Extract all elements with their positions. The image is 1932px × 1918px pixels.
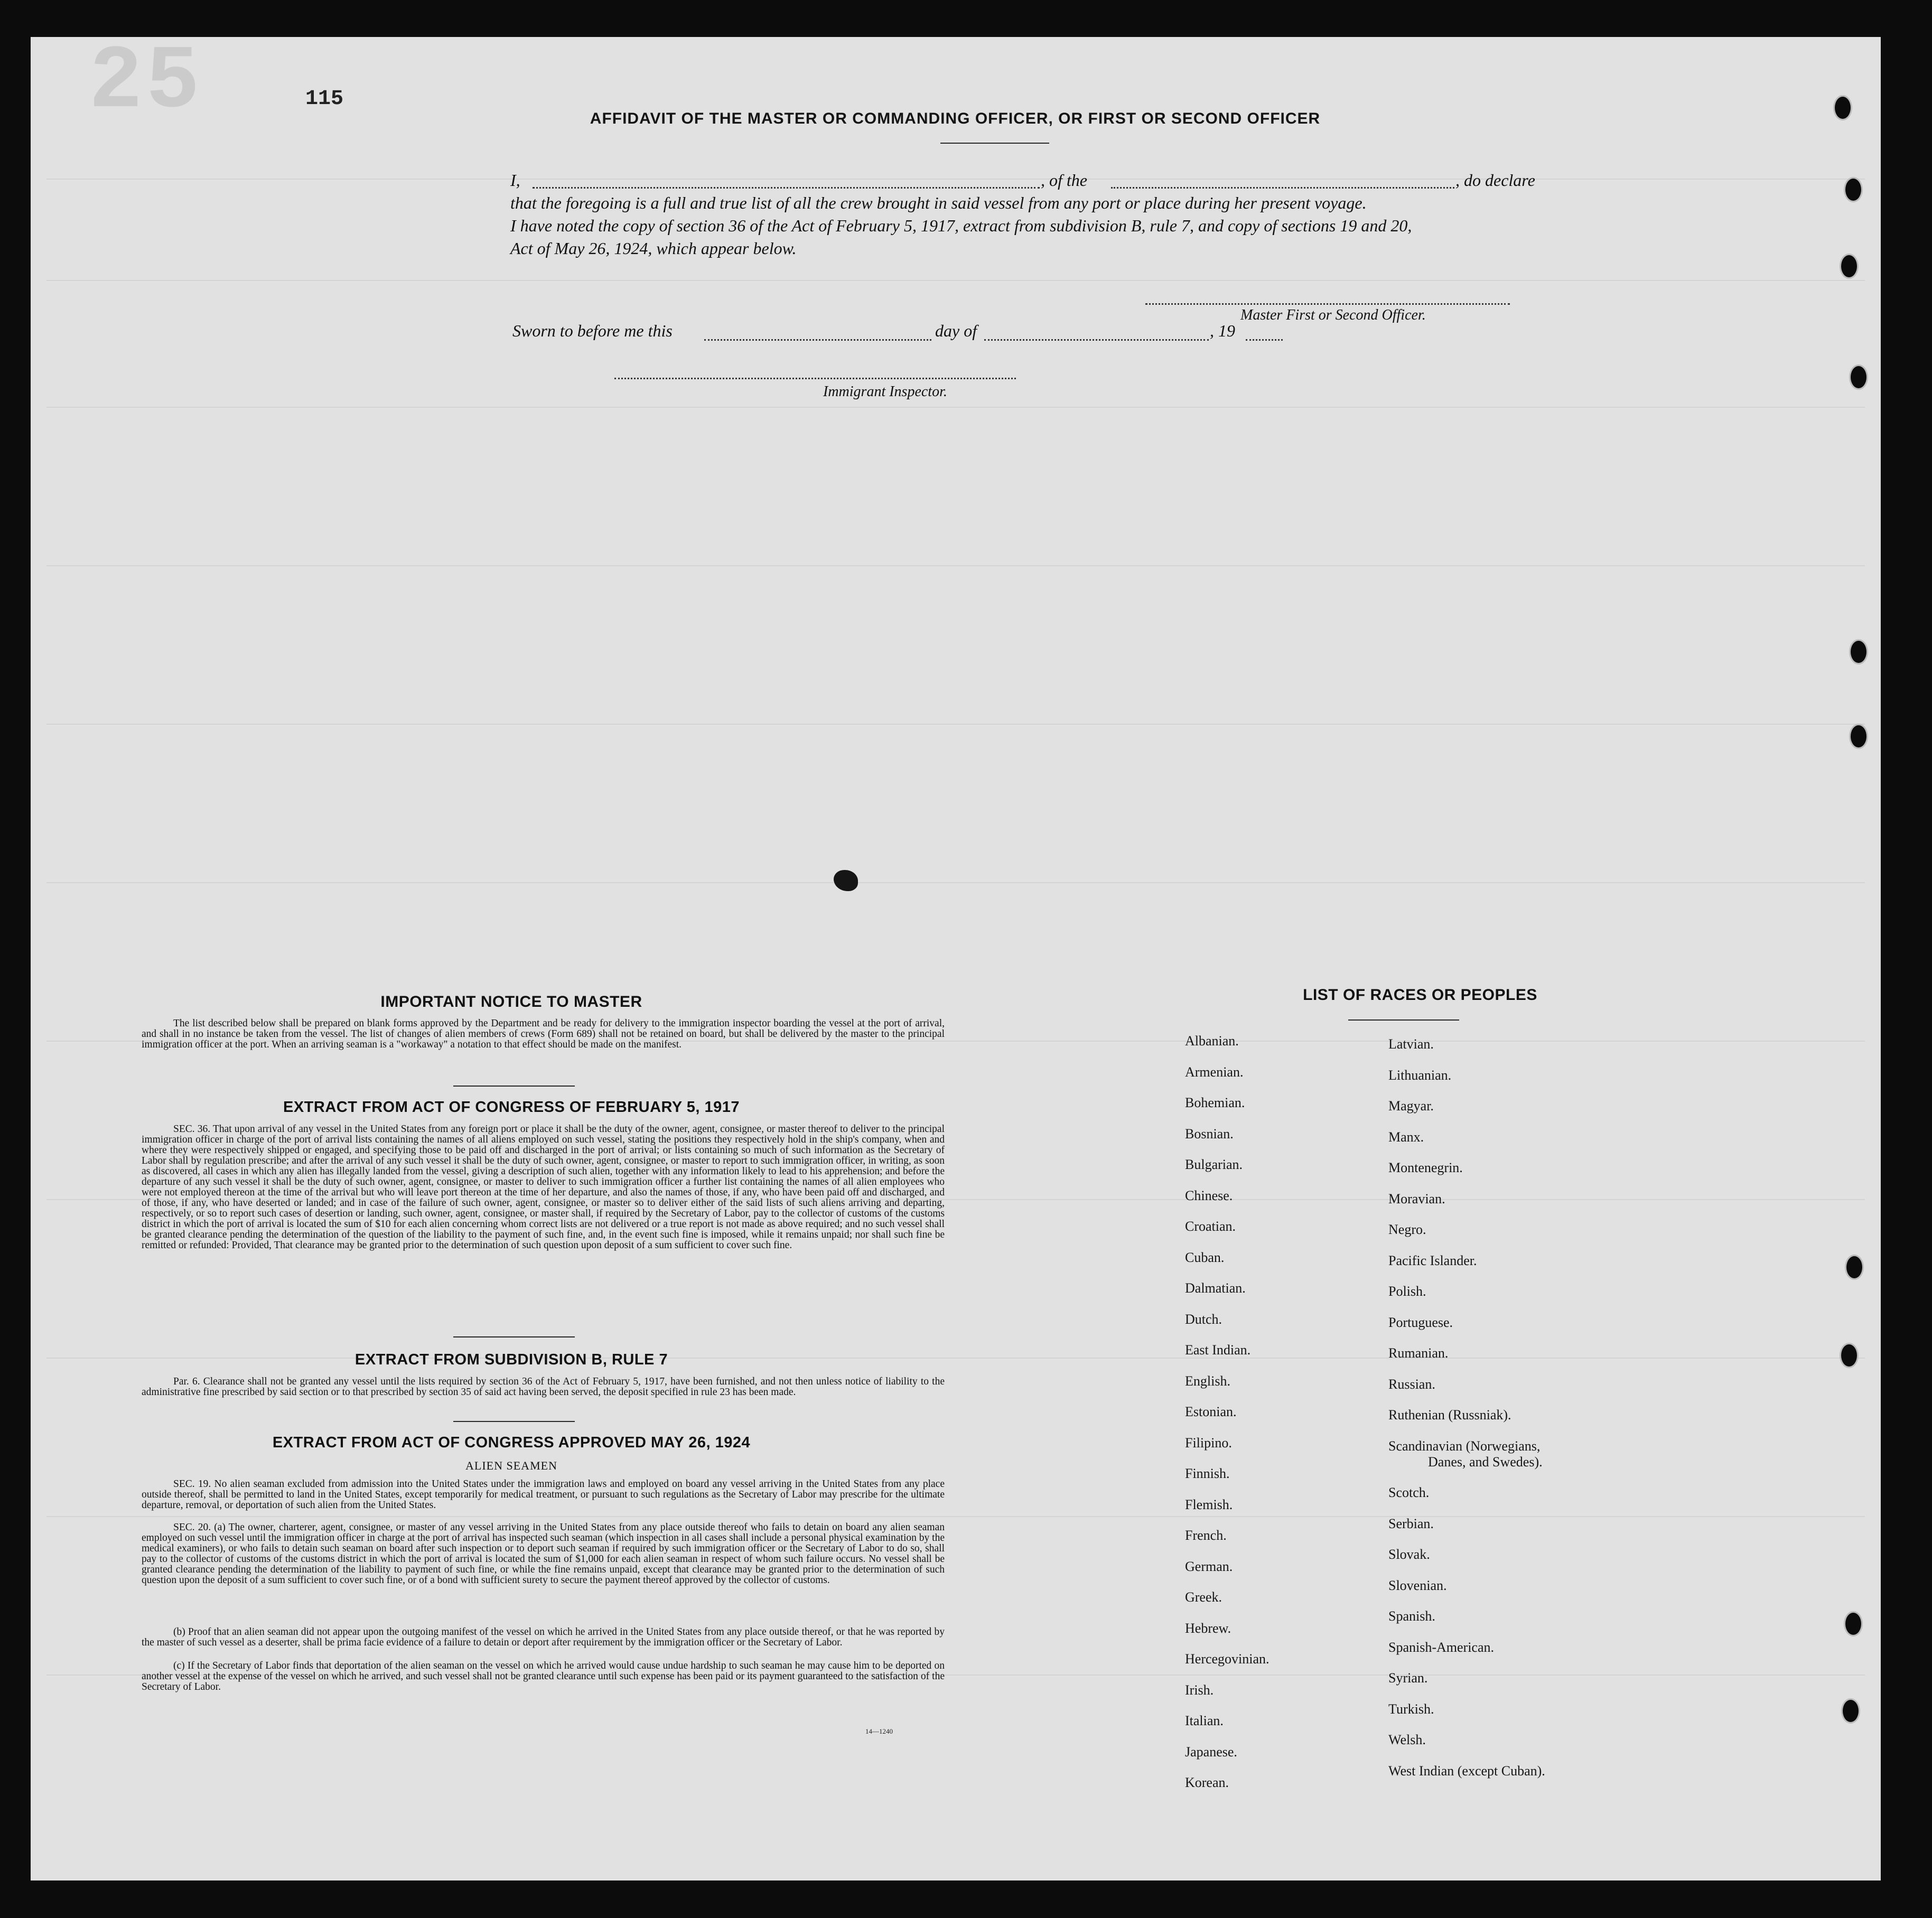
sworn-month-blank bbox=[984, 339, 1209, 341]
race-item: Negro. bbox=[1388, 1222, 1426, 1237]
race-item: Rumanian. bbox=[1388, 1345, 1449, 1361]
bleed-through-line bbox=[46, 407, 1865, 408]
affidavit-line1-mid: , of the bbox=[1041, 171, 1087, 190]
race-item: Russian. bbox=[1388, 1376, 1435, 1392]
race-item: Slovak. bbox=[1388, 1547, 1430, 1562]
sworn-end: , 19 bbox=[1210, 321, 1235, 340]
race-item: Montenegrin. bbox=[1388, 1160, 1463, 1175]
race-item: Serbian. bbox=[1388, 1515, 1434, 1531]
binder-hole bbox=[1844, 1611, 1863, 1636]
binder-hole bbox=[1833, 95, 1852, 120]
race-item: Moravian. bbox=[1388, 1191, 1445, 1206]
vessel-blank bbox=[1111, 187, 1454, 189]
extract-1917-title: EXTRACT FROM ACT OF CONGRESS OF FEBRUARY 5, 1917 bbox=[283, 1099, 740, 1116]
race-item: Welsh. bbox=[1388, 1732, 1426, 1747]
race-item: Latvian. bbox=[1388, 1036, 1434, 1052]
binder-hole bbox=[1840, 254, 1859, 279]
race-item: Bosnian. bbox=[1185, 1126, 1234, 1142]
extract-1924-sec20b: (b) Proof that an alien seaman did not appear upon the outgoing manifest of the vessel on which he arrived in the United States from any place outside thereof, or that he was reported by the master of such vessel as a deserter, shall be prima facie evidence of a failure to detain or deport after requirement by the immigration officer or the Secretary of Labor. bbox=[142, 1626, 945, 1648]
races-title: LIST OF RACES OR PEOPLES bbox=[1303, 986, 1537, 1004]
divider bbox=[940, 143, 1049, 144]
subdivision-b-title: EXTRACT FROM SUBDIVISION B, RULE 7 bbox=[354, 1351, 668, 1368]
divider bbox=[453, 1086, 575, 1087]
race-item: Slovenian. bbox=[1388, 1577, 1447, 1593]
master-label: Master First or Second Officer. bbox=[1240, 307, 1426, 323]
race-item: Finnish. bbox=[1185, 1466, 1230, 1481]
divider bbox=[1348, 1019, 1459, 1021]
race-item: French. bbox=[1185, 1528, 1227, 1543]
race-item: East Indian. bbox=[1185, 1342, 1251, 1358]
sworn-day-blank bbox=[704, 339, 931, 341]
race-item: Scandinavian (Norwegians, bbox=[1388, 1438, 1541, 1454]
race-item: Filipino. bbox=[1185, 1435, 1232, 1451]
race-item: Turkish. bbox=[1388, 1701, 1434, 1717]
affidavit-line4: Act of May 26, 1924, which appear below. bbox=[510, 239, 797, 258]
affidavit-line3: I have noted the copy of section 36 of the Act of February 5, 1917, extract from subdivision B, rule 7, and copy of sections 19 and 20, bbox=[510, 216, 1412, 235]
race-item: Japanese. bbox=[1185, 1744, 1237, 1760]
subdivision-b-text: Par. 6. Clearance shall not be granted any vessel until the lists required by section 36 of the Act of February 5, 1917, have been furnished, and not then unless notice of liability to the administrative fine prescribed by said section or to that prescribed by section 35 of said act having been served, the deposit specified in rule 23 has been made. bbox=[142, 1376, 945, 1398]
binder-hole bbox=[1845, 1255, 1864, 1280]
notice-text: The list described below shall be prepared on blank forms approved by the Department and be ready for delivery to the immigration inspector boarding the vessel at the port of arrival, and shall in no instance be taken from the vessel. The list of changes of alien members of crews (Form 689) shall not be retained on board, but shall be delivered by the master to the principal immigration officer at the port. When an arriving seaman is a "workaway" a notation to that effect should be made on the manifest. bbox=[142, 1018, 945, 1050]
bleed-through-line bbox=[46, 280, 1865, 281]
race-item: German. bbox=[1185, 1558, 1233, 1574]
binder-hole bbox=[1849, 724, 1868, 749]
extract-1924-sec20a: SEC. 20. (a) The owner, charterer, agent, consignee, or master of any vessel arriving in the United States from any place outside thereof who fails to detain on board any alien seaman employed on such vessel until the immigration officer in charge at the port of arrival has inspected such seaman (which inspection in all cases shall include a personal physical examination by the medical examiners), or who fails to detain such seaman on board after such inspection or to deport such seaman if required by such immigration officer or the Secretary of Labor to do so, shall pay to the collector of customs of the customs district in which the port of arrival is located the sum of $1,000 for each alien seaman in respect of whom such failure occurs. No vessel shall be granted clearance pending the determination of the liability to payment of such fine, or while the fine remains unpaid, except that clearance may be granted prior to the determination of such question upon the deposit of a sum sufficient to cover such fine, or of a bond with sufficient surety to secure the payment thereof approved by the collector of customs. bbox=[142, 1522, 945, 1586]
binder-hole bbox=[1844, 177, 1863, 202]
sworn-mid: day of bbox=[935, 321, 977, 340]
race-item: Albanian. bbox=[1185, 1033, 1239, 1049]
race-item: Dutch. bbox=[1185, 1311, 1222, 1327]
race-item: West Indian (except Cuban). bbox=[1388, 1763, 1545, 1779]
sworn-start: Sworn to before me this bbox=[512, 321, 673, 340]
bleed-through-line bbox=[46, 179, 1865, 180]
extract-1924-subtitle: ALIEN SEAMEN bbox=[465, 1459, 557, 1472]
form-number: 14—1240 bbox=[865, 1727, 893, 1735]
race-item: Hercegovinian. bbox=[1185, 1651, 1270, 1667]
notice-title: IMPORTANT NOTICE TO MASTER bbox=[380, 993, 642, 1011]
race-item: Spanish-American. bbox=[1388, 1639, 1495, 1655]
race-item: Bulgarian. bbox=[1185, 1157, 1243, 1172]
race-item: English. bbox=[1185, 1373, 1230, 1389]
race-item: Cuban. bbox=[1185, 1249, 1225, 1265]
binder-hole bbox=[1841, 1698, 1860, 1724]
affidavit-line2: that the foregoing is a full and true list of all the crew brought in said vessel from any port or place during her present voyage. bbox=[510, 193, 1367, 212]
bleed-through-line bbox=[46, 1516, 1865, 1517]
race-item: Italian. bbox=[1185, 1713, 1224, 1728]
race-item: Greek. bbox=[1185, 1589, 1222, 1605]
race-item: Manx. bbox=[1388, 1129, 1424, 1145]
affidavit-line1-end: , do declare bbox=[1455, 171, 1535, 190]
page-number: 115 bbox=[305, 87, 344, 111]
sworn-year-blank bbox=[1246, 339, 1283, 341]
ink-blot bbox=[834, 870, 858, 891]
race-item: Dalmatian. bbox=[1185, 1280, 1246, 1296]
race-item: Lithuanian. bbox=[1388, 1067, 1452, 1083]
affidavit-line1-start: I, bbox=[510, 171, 520, 190]
race-item: Pacific Islander. bbox=[1388, 1252, 1477, 1268]
extract-1924-sec20c: (c) If the Secretary of Labor finds that deportation of the alien seaman on the vessel on which he arrived would cause undue hardship to such seaman he may cause him to be deported on another vessel at the expense of the vessel on which he arrived, and such vessel shall not be granted clearance until such expense has been paid or its payment guaranteed to the satisfaction of the Secretary of Labor. bbox=[142, 1660, 945, 1692]
binder-hole bbox=[1849, 364, 1868, 390]
extract-1924-sec19: SEC. 19. No alien seaman excluded from admission into the United States under the immigration laws and employed on board any vessel arriving in the United States from any place outside thereof, shall be permitted to land in the United States, except temporarily for medical treatment, or pursuant to such regulations as the Secretary of Labor may prescribe for the ultimate departure, removal, or deportation of such alien from the United States. bbox=[142, 1479, 945, 1511]
bleed-through-line bbox=[46, 724, 1865, 725]
race-item: Bohemian. bbox=[1185, 1095, 1245, 1110]
race-item: Armenian. bbox=[1185, 1064, 1244, 1080]
affidavit-title: AFFIDAVIT OF THE MASTER OR COMMANDING OFFICER, OR FIRST OR SECOND OFFICER bbox=[590, 110, 1321, 127]
bleed-through-mark: 25 bbox=[89, 37, 203, 134]
race-item: Hebrew. bbox=[1185, 1620, 1231, 1636]
extract-1917-text: SEC. 36. That upon arrival of any vessel in the United States from any foreign port or place it shall be the duty of the owner, agent, consignee, or master thereof to deliver to the principal immigration officer in charge of the port of arrival lists containing the names of all aliens employed on such vessel, stating the positions they respectively hold in the ship's company, when and where they were respectively shipped or engaged, and specifying those to be paid off and discharged in the port of arrival; or lists containing so much of such information as the Secretary of Labor shall by regulation prescribe; and after the arrival of any such vessel it shall be the duty of such owner, agent, consignee, or master to report to such immigration officer, in writing, as soon as discovered, all cases in which any alien has illegally landed from the vessel, giving a description of such alien, together with any information likely to lead to his apprehension; and before the departure of any such vessel it shall be the duty of such owner, agent, consignee, or master to deliver to such immigration officer a further list containing the names of all alien employees who were not employed thereon at the time of the arrival but who will leave port thereon at the time of her departure, and also the names of those, if any, who have been paid off and discharged, and of those, if any, who have deserted or landed; and in case of the failure of such owner, agent, consignee, or master so to deliver either of the said lists of such aliens arriving and departing, respectively, or so to report such cases of desertion or landing, such owner, agent, consignee, or master shall, if required by the Secretary of Labor, pay to the collector of customs of the customs district in which the port of arrival is located the sum of $10 for each alien concerning whom correct lists are not delivered or a true report is not made as above required; and no such vessel shall be granted clearance pending the determination of the question of the liability to the payment of such fine, and, in the event such fine is imposed, while it remains unpaid; nor shall such fine be remitted or refunded: Provided, That clearance may be granted prior to the determination of such question upon deposit of a sum sufficient to cover such fine. bbox=[142, 1124, 945, 1251]
race-item: Flemish. bbox=[1185, 1496, 1233, 1512]
bleed-through-line bbox=[46, 565, 1865, 566]
inspector-signature-blank bbox=[614, 378, 1016, 379]
document-sheet bbox=[31, 37, 1881, 1880]
inspector-label: Immigrant Inspector. bbox=[823, 383, 947, 400]
race-item: Croatian. bbox=[1185, 1219, 1236, 1234]
race-item: Chinese. bbox=[1185, 1187, 1233, 1203]
race-scandinavian-continued: Danes, and Swedes). bbox=[1428, 1454, 1543, 1470]
race-item: Magyar. bbox=[1388, 1098, 1434, 1114]
divider bbox=[453, 1336, 575, 1337]
binder-hole bbox=[1849, 639, 1868, 665]
race-item: Scotch. bbox=[1388, 1485, 1430, 1500]
race-item: Portuguese. bbox=[1388, 1314, 1453, 1330]
race-item: Polish. bbox=[1388, 1284, 1426, 1299]
race-item: Syrian. bbox=[1388, 1670, 1428, 1686]
binder-hole bbox=[1840, 1343, 1859, 1368]
race-item: Ruthenian (Russniak). bbox=[1388, 1407, 1511, 1423]
race-item: Estonian. bbox=[1185, 1404, 1237, 1419]
race-item: Irish. bbox=[1185, 1682, 1214, 1698]
race-item: Spanish. bbox=[1388, 1608, 1435, 1624]
bleed-through-line bbox=[46, 882, 1865, 883]
extract-1924-title: EXTRACT FROM ACT OF CONGRESS APPROVED MAY 26, 1924 bbox=[272, 1434, 751, 1451]
divider bbox=[453, 1421, 575, 1422]
name-blank bbox=[533, 187, 1040, 189]
race-item: Korean. bbox=[1185, 1775, 1229, 1790]
